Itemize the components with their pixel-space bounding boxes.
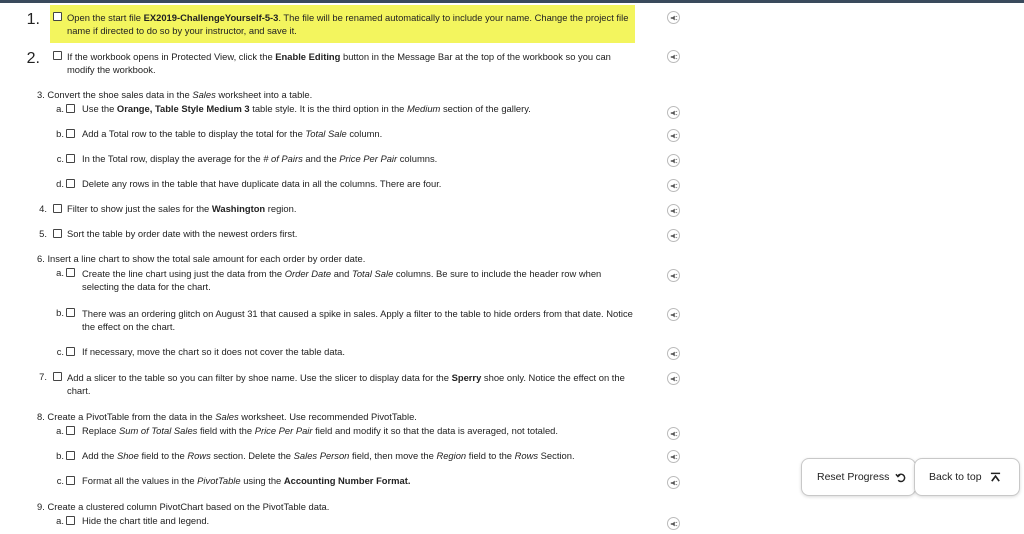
item-text: Open the start file EX2019-ChallengeYourself-5-3. The file will be renamed automatically to include your name. Change the project file name if directed to do so by your instructor, and save it. — [67, 12, 629, 36]
checkbox[interactable] — [66, 154, 75, 163]
audio-icon[interactable] — [667, 347, 680, 360]
audio-icon[interactable] — [667, 129, 680, 142]
item-number: c. — [56, 153, 64, 164]
checkbox[interactable] — [53, 12, 62, 21]
item-number: d. — [56, 178, 64, 189]
item-text: Add a slicer to the table so you can filter by shoe name. Use the slicer to display data for the Sperry shoe only. Notice the effect on the chart. — [67, 372, 625, 396]
item-number: a. — [56, 515, 64, 526]
reset-progress-label: Reset Progress — [817, 471, 890, 483]
audio-icon[interactable] — [667, 154, 680, 167]
item-text: Sort the table by order date with the newest orders first. — [67, 228, 298, 239]
item-number: b. — [56, 450, 64, 461]
arrow-up-to-top-icon — [990, 472, 1001, 483]
item-number: c. — [56, 475, 64, 486]
item-number: b. — [56, 307, 64, 318]
checkbox[interactable] — [66, 104, 75, 113]
reset-progress-button[interactable] — [801, 458, 916, 496]
item-text: Format all the values in the PivotTable using the Accounting Number Format. — [82, 475, 411, 486]
audio-icon[interactable] — [667, 427, 680, 440]
item-number: a. — [56, 267, 64, 278]
item-text: There was an ordering glitch on August 31 that caused a spike in sales. Apply a filter to the table to hide orders from that date. Notice the effect on the chart. — [82, 308, 633, 332]
audio-icon[interactable] — [667, 450, 680, 463]
checkbox[interactable] — [66, 476, 75, 485]
section-heading: 3. Convert the shoe sales data in the Sales worksheet into a table. — [37, 89, 313, 100]
audio-icon[interactable] — [667, 204, 680, 217]
section-heading: 8. Create a PivotTable from the data in the Sales worksheet. Use recommended PivotTable. — [37, 411, 417, 422]
checkbox[interactable] — [66, 347, 75, 356]
audio-icon[interactable] — [667, 11, 680, 24]
back-to-top-button[interactable] — [914, 458, 1020, 496]
item-number: 8. — [37, 411, 45, 422]
audio-icon[interactable] — [667, 476, 680, 489]
checkbox[interactable] — [66, 516, 75, 525]
checkbox[interactable] — [53, 372, 62, 381]
checkbox[interactable] — [66, 308, 75, 317]
section-heading — [37, 501, 329, 512]
item-number: a. — [56, 425, 64, 436]
checkbox[interactable] — [53, 51, 62, 60]
audio-icon[interactable] — [667, 179, 680, 192]
checkbox[interactable] — [66, 129, 75, 138]
item-text: Replace Sum of Total Sales field with the Price Per Pair field and modify it so that the data is averaged, not totaled. — [82, 425, 558, 436]
item-text: Add the Shoe field to the Rows section. Delete the Sales Person field, then move the Region field to the Rows Section. — [82, 450, 575, 461]
item-text: Delete any rows in the table that have duplicate data in all the columns. There are four. — [82, 178, 442, 189]
item-number: 3. — [37, 89, 45, 100]
item-text: Hide the chart title and legend. — [82, 515, 210, 526]
item-text: Create the line chart using just the data from the Order Date and Total Sale columns. Be sure to include the header row when selecting the data for the chart. — [82, 268, 602, 292]
item-text: Filter to show just the sales for the Washington region. — [67, 203, 297, 214]
item-number: a. — [56, 103, 64, 114]
item-number: 7. — [39, 371, 47, 382]
checkbox[interactable] — [66, 179, 75, 188]
item-text: Create a clustered column PivotChart based on the PivotTable data. — [47, 501, 330, 512]
item-number: 5. — [39, 228, 47, 239]
checkbox[interactable] — [53, 229, 62, 238]
undo-icon — [895, 472, 906, 483]
item-text: Insert a line chart to show the total sale amount for each order by order date. — [47, 253, 366, 264]
audio-icon[interactable] — [667, 372, 680, 385]
item-number: 6. — [37, 253, 45, 264]
item-number: 1. — [26, 11, 40, 28]
item-number: b. — [56, 128, 64, 139]
audio-icon[interactable] — [667, 106, 680, 119]
item-number: c. — [56, 346, 64, 357]
item-text: If necessary, move the chart so it does not cover the table data. — [82, 346, 345, 357]
top-bar — [0, 0, 1024, 3]
audio-icon[interactable] — [667, 229, 680, 242]
audio-icon[interactable] — [667, 308, 680, 321]
item-text: Add a Total row to the table to display the total for the Total Sale column. — [82, 128, 383, 139]
item-number: 2. — [26, 50, 40, 67]
audio-icon[interactable] — [667, 269, 680, 282]
checkbox[interactable] — [66, 268, 75, 277]
item-text: Use the Orange, Table Style Medium 3 table style. It is the third option in the Medium section of the gallery. — [82, 103, 531, 114]
item-number: 4. — [39, 203, 47, 214]
item-number: 9. — [37, 501, 45, 512]
audio-icon[interactable] — [667, 50, 680, 63]
item-text: In the Total row, display the average for the # of Pairs and the Price Per Pair columns. — [82, 153, 438, 164]
checkbox[interactable] — [66, 426, 75, 435]
checkbox[interactable] — [66, 451, 75, 460]
section-heading — [37, 253, 365, 264]
item-text: If the workbook opens in Protected View, click the Enable Editing button in the Message Bar at the top of the workbook so you can modify the workbook. — [67, 51, 611, 75]
back-to-top-label: Back to top — [929, 471, 982, 483]
checkbox[interactable] — [53, 204, 62, 213]
audio-icon[interactable] — [667, 517, 680, 530]
